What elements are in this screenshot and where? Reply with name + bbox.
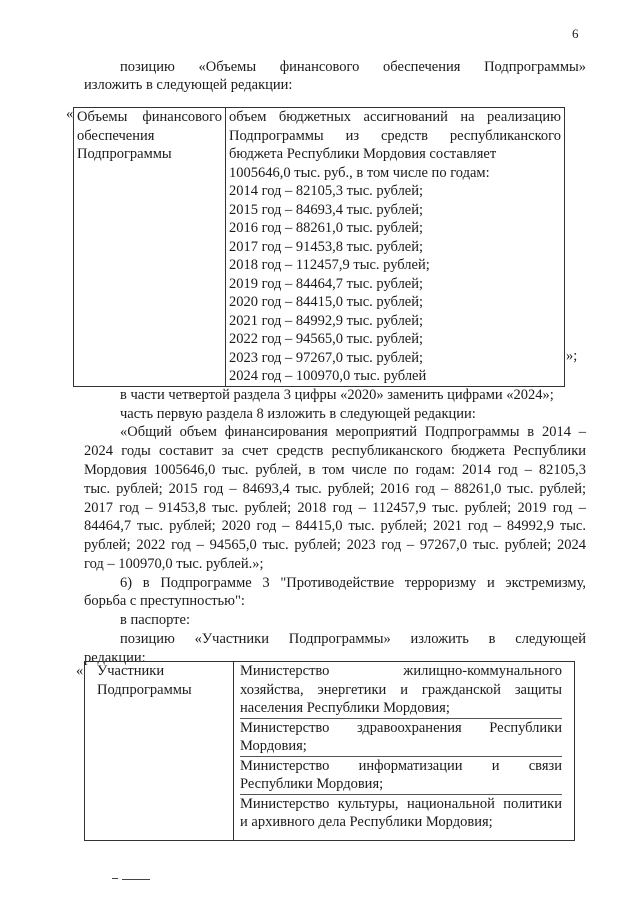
funding-left-line-3: Подпрограммы [77, 146, 172, 162]
funding-year-2017: 2017 год – 91453,8 тыс. рублей; [229, 238, 424, 255]
funding-table-right-cell [226, 108, 565, 387]
participant-block-it [240, 756, 562, 794]
quote-line-5: 2017 год – 91453,8 тыс. рублей; 2018 год – 112457,9 тыс. рублей; 2019 год – [84, 500, 586, 516]
participant-housing-line-2: хозяйства, энергетики и гражданской защиты [240, 681, 562, 698]
participant-housing-line-1: Министерство жилищно-коммунального [240, 663, 562, 679]
quote-line-8: год – 100970,0 тыс. рублей.»; [84, 556, 264, 572]
participants-left-cell [85, 662, 234, 841]
quote-line-7: рублей; 2022 год – 94565,0 тыс. рублей; 2023 год – 97267,0 тыс. рублей; 2024 [84, 537, 586, 553]
funding-year-2019: 2019 год – 84464,7 тыс. рублей; [229, 275, 424, 292]
participant-block-housing [240, 662, 562, 718]
funding-left-line-1: Объемы финансового [77, 109, 222, 125]
participant-culture-line-1: Министерство культуры, национальной политики [240, 795, 562, 812]
participants-table [84, 661, 575, 841]
quote-line-4: тыс. рублей; 2015 год – 84693,4 тыс. рублей; 2016 год – 88261,0 тыс. рублей; [84, 481, 586, 497]
funding-year-2014: 2014 год – 82105,3 тыс. рублей; [229, 183, 424, 199]
funding-year-2022: 2022 год – 94565,0 тыс. рублей; [229, 331, 424, 347]
paragraph-section3: в части четвертой раздела 3 цифры «2020» заменить цифрами «2024»; [120, 387, 554, 403]
intro-line-2: изложить в следующей редакции: [84, 77, 293, 93]
participants-left-line-2: Подпрограммы [97, 681, 192, 698]
participant-health-line-2: Мордовия; [240, 738, 307, 754]
paragraph-section8: часть первую раздела 8 изложить в следующей редакции: [120, 406, 476, 422]
passport-label: в паспорте: [120, 612, 190, 628]
funding-table-left-cell [74, 108, 226, 387]
participant-it-line-2: Республики Мордовия; [240, 776, 384, 792]
funding-year-2021: 2021 год – 84992,9 тыс. рублей; [229, 312, 424, 329]
funding-year-2015: 2015 год – 84693,4 тыс. рублей; [229, 201, 424, 218]
quote-line-3: Мордовия 1005646,0 тыс. рублей, в том числе по годам: 2014 год – 82105,3 [84, 462, 586, 478]
quote-line-1: «Общий объем финансирования мероприятий Подпрограммы в 2014 – [120, 424, 586, 440]
table1-open-quote: « [66, 106, 74, 122]
intro-line-1: позицию «Объемы финансового обеспечения Подпрограммы» [120, 59, 586, 75]
table2-open-quote: « [76, 663, 84, 679]
funding-right-line-2: Подпрограммы из средств республиканского [229, 127, 561, 144]
funding-year-2018: 2018 год – 112457,9 тыс. рублей; [229, 257, 430, 273]
participants-left-line-1: Участники [97, 663, 165, 679]
footer-mark [112, 878, 118, 879]
funding-year-2024: 2024 год – 100970,0 тыс. рублей [229, 368, 427, 384]
participant-health-line-1: Министерство здравоохранения Республики [240, 719, 562, 736]
funding-year-2016: 2016 год – 88261,0 тыс. рублей; [229, 220, 424, 236]
quote-line-6: 84464,7 тыс. рублей; 2020 год – 84415,0 тыс. рублей; 2021 год – 84992,9 тыс. [84, 518, 586, 534]
table1-close-quote: »; [566, 348, 578, 364]
funding-year-2023: 2023 год – 97267,0 тыс. рублей; [229, 349, 424, 366]
participant-block-culture [240, 794, 562, 832]
subprogram3-line-2: борьба с преступностью": [84, 593, 245, 609]
subprogram3-line-1: 6) в Подпрограмме 3 "Противодействие терроризму и экстремизму, [120, 575, 586, 591]
participant-it-line-1: Министерство информатизации и связи [240, 757, 562, 774]
participants-right-cell [234, 662, 575, 841]
funding-year-2020: 2020 год – 84415,0 тыс. рублей; [229, 294, 424, 310]
footer-line [122, 879, 150, 880]
funding-left-line-2: обеспечения [77, 127, 155, 144]
funding-table [73, 107, 565, 387]
participants-line-2: редакции: [84, 650, 146, 666]
funding-right-line-4: 1005646,0 тыс. руб., в том числе по годам: [229, 164, 490, 181]
funding-right-line-3: бюджета Республики Мордовия составляет [229, 146, 497, 162]
participant-block-health [240, 718, 562, 756]
participants-line-1: позицию «Участники Подпрограммы» изложить в следующей [120, 631, 586, 647]
quote-line-2: 2024 годы составит за счет средств республиканского бюджета Республики [84, 443, 586, 459]
participant-culture-line-2: и архивного дела Республики Мордовия; [240, 814, 493, 830]
participant-housing-line-3: населения Республики Мордовия; [240, 700, 450, 716]
funding-right-line-1: объем бюджетных ассигнований на реализацию [229, 109, 561, 125]
page-number: 6 [572, 26, 579, 41]
